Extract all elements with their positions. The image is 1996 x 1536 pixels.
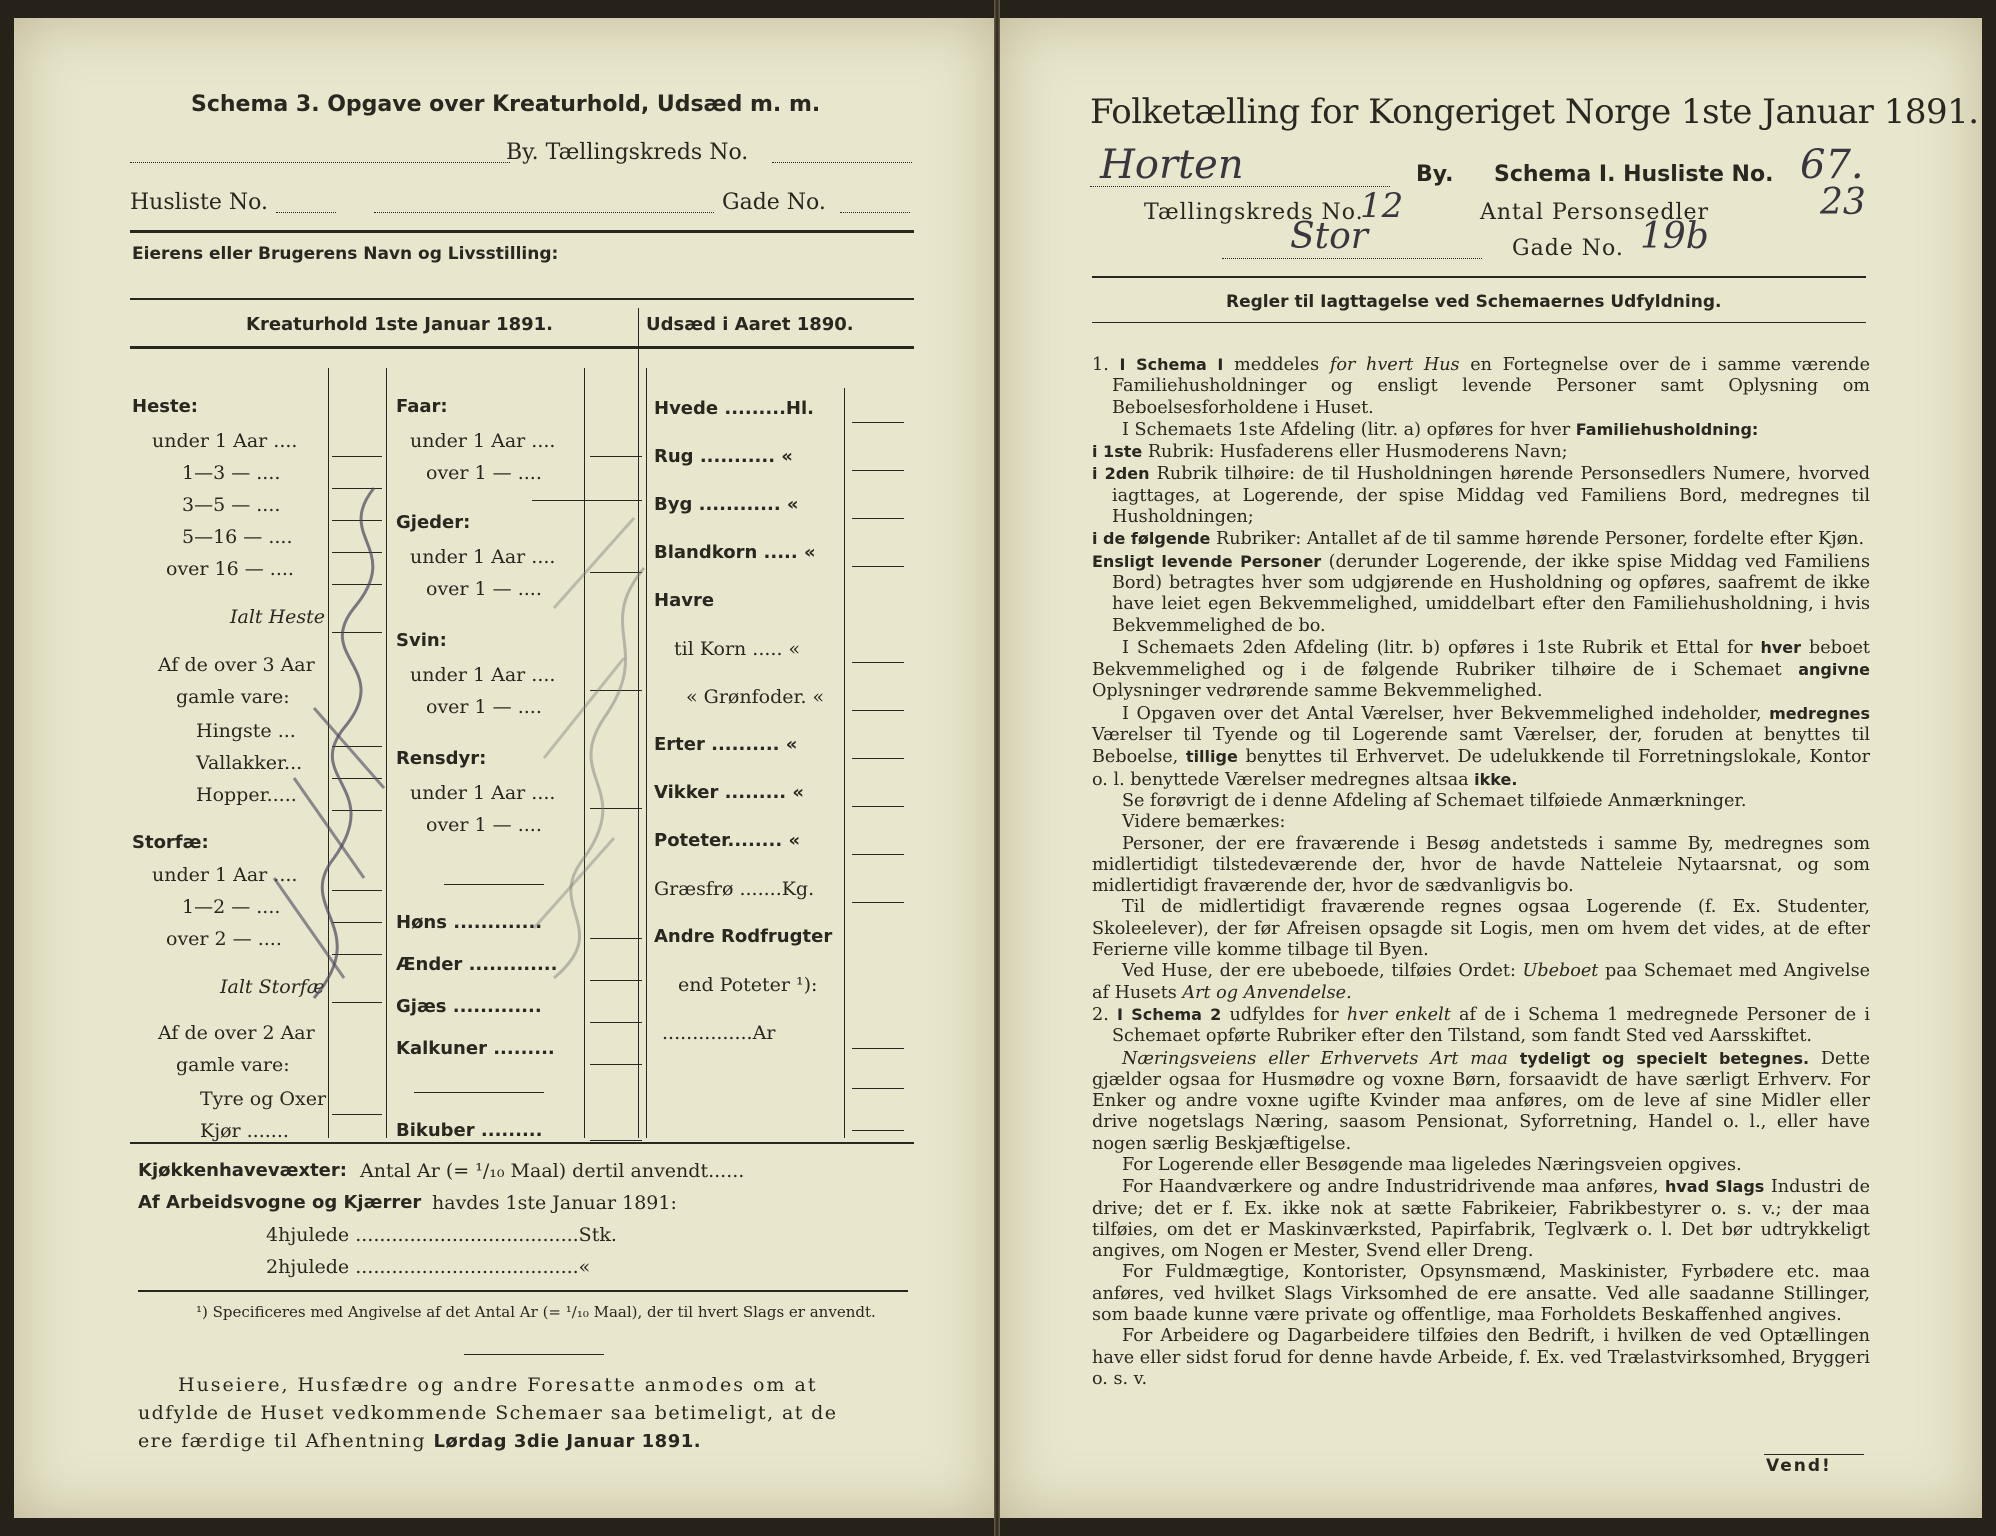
svin-title: Svin: [396, 630, 447, 651]
rule-text: I Schemaets 1ste Afdeling (litr. a) opføres for hver [1122, 419, 1571, 440]
heste-sub-row: Vallakker... [196, 752, 303, 774]
rule-bold: i 2den [1092, 464, 1150, 484]
rule-para [1092, 419, 1870, 441]
entry-line [852, 902, 904, 903]
entry-line [852, 518, 904, 519]
rule-text: beboet Bekvemmelighed og i de følgende Rubriker tilhøire de i Schemaet [1092, 637, 1870, 681]
rule-para [1092, 441, 1870, 463]
personsedler-label: Antal Personsedler [1480, 200, 1710, 225]
header-rule [1092, 276, 1866, 278]
storfae-sub-row: Tyre og Oxer [200, 1088, 327, 1110]
udsaed-heading: Udsæd i Aaret 1890. [646, 314, 854, 335]
faar-title: Faar: [396, 396, 448, 417]
rule-text: I Opgaven over det Antal Værelser, hver Bekvemmelighed indeholder, [1122, 703, 1762, 724]
storfae-row: over 2 — .... [166, 928, 282, 950]
entry-line [852, 566, 904, 567]
storfae-sub-row: Kjør ....... [200, 1120, 289, 1142]
rule-italic: Næringsveiens eller Erhvervets Art maa [1122, 1048, 1508, 1069]
rules-heading: Regler til Iagttagelse ved Schemaernes Udfyldning. [1226, 292, 1722, 312]
rule-text: Værelser til Tyende og til Logerende samt Værelser, der, foruden at benyttes til Beboelse, [1092, 725, 1870, 768]
storfae-title: Storfæ: [132, 832, 209, 853]
handwritten-street: Stor [1290, 216, 1369, 257]
col-line-5 [844, 388, 845, 1138]
gjeder-title: Gjeder: [396, 512, 471, 533]
rule-bold: tillige [1185, 747, 1238, 767]
entry-line [852, 854, 904, 855]
rule-para [1092, 703, 1870, 791]
rule-text: I Schemaets 2den Afdeling (litr. b) opføres i 1ste Rubrik et Ettal for [1122, 637, 1753, 658]
closing-text: ere færdige til Afhentning [138, 1430, 426, 1452]
rensdyr-title: Rensdyr: [396, 748, 487, 769]
storfae-total: Ialt Storfæ [220, 976, 325, 998]
husliste-label: Husliste No. [130, 190, 268, 215]
rule-bold: I Schema I [1119, 355, 1224, 374]
rule-para: Videre bemærkes: [1122, 812, 1286, 833]
left-page-schema-3 [14, 18, 994, 1518]
rensdyr-row: over 1 — .... [426, 814, 542, 836]
rules-text [1092, 354, 1870, 1390]
rule-text: Dette gjælder ogsaa for Husmødre og voxne Børn, forsaavidt de have særligt Erhverv. For Enker og andre voxne ugifte Kvinder maa anføres, om de leve af sine Midler eller drive nogetslags Næring, saasom Pensionat, Syforretning, Handel o. l., eller have nogen særlig Beskjæftigelse. [1092, 1048, 1870, 1154]
entry-line [590, 1140, 642, 1141]
gade-no-dots [840, 212, 910, 213]
vend-rule [1764, 1454, 1864, 1455]
heste-row: under 1 Aar .... [152, 430, 298, 452]
fowl-row: Høns ............. [396, 912, 543, 933]
storfae-sub2: gamle vare: [176, 1054, 290, 1076]
rule-text: Rubriker: Antallet af de til samme hørende Personer, fordelte efter Kjøn. [1215, 529, 1865, 550]
rule-para [1092, 463, 1870, 528]
udsaed-row: Vikker ......... « [654, 782, 805, 803]
rule-bold: hvad Slags [1664, 1177, 1765, 1197]
rule-para [1092, 637, 1870, 703]
entry-line [852, 1088, 904, 1089]
heste-total: Ialt Heste [230, 606, 326, 628]
rule-number: 1. [1092, 355, 1109, 375]
udsaed-row: Andre Rodfrugter [654, 926, 833, 947]
faar-row: over 1 — .... [426, 462, 542, 484]
fowl-row: Kalkuner ......... [396, 1038, 555, 1059]
handwritten-kreds-no: 12 [1360, 186, 1404, 226]
top-rule [130, 230, 914, 233]
vend-label: Vend! [1766, 1456, 1832, 1476]
rule-para: Til de midlertidigt fraværende regnes ogsaa Logerende (f. Ex. Studenter, Skoleelever), der før Afreisen opsagde sit Logis, men om hvem det vides, at de efter Ferierne ville komme tilbage til Byen. [1092, 897, 1870, 961]
rule-text: udfyldes for [1229, 1004, 1339, 1025]
schema-3-title: Schema 3. Opgave over Kreaturhold, Udsæd m. m. [191, 92, 821, 117]
rule-bold: Ensligt levende Personer [1092, 551, 1322, 571]
rule-text: (derunder Logerende, der ikke spise Middag ved Familiens Bord) betragtes hver som udgjørende en Husholdning og opføres, saafremt de ikke have leiet egen Bekvemmelighed, umiddelbart efter den Familiehusholdning, i hvis Bekvemmelighed de bo. [1112, 551, 1871, 636]
rule-text: Industri de drive; det er f. Ex. ikke nok at sætte Fabrikeier, Fabrikbestyrer o. s. v.; der maa tilføies, om det er Maskinværksted, Papirfabrik, Teglværk o. l. Det bør udtrykkeligt angives, om Nogen er Mester, Svend eller Dreng. [1092, 1177, 1871, 1262]
rule-bold: i de følgende [1092, 529, 1211, 549]
rule-bold: hver [1760, 637, 1802, 657]
rule-para: Personer, der ere fraværende i Besøg andetsteds i samme By, medregnes som midlertidigt tilstedeværende der, hvor de havde Natteleie Nytaarsnat, og som midlertidigt fraværende der, hvor de sædvanligvis bo. [1092, 833, 1870, 897]
entry-line [852, 1048, 904, 1049]
heste-row: 5—16 — .... [182, 526, 293, 548]
rule-bold: ikke. [1474, 769, 1518, 789]
closing-line: Huseiere, Husfædre og andre Foresatte anmodes om at [178, 1374, 818, 1396]
rule-para [1092, 961, 1870, 1004]
rule-bold: tydeligt og specielt betegnes. [1519, 1048, 1810, 1068]
heste-row: over 16 — .... [166, 558, 294, 580]
entry-line [332, 456, 382, 457]
rule-text: Rubrik tilhøire: de til Husholdningen hørende Personsedlers Numere, hvorved iagttages, at Logerende, der spise Middag ved Familiens Bord, medregnes til Husholdningen; [1112, 464, 1870, 528]
rule-text: benyttes til Erhvervet. De udelukkende til Forretningslokale, Kontor o. l. benyttede Værelser medregnes altsaa [1092, 747, 1871, 790]
entry-line [852, 470, 904, 471]
heste-sub-row: Hingste ... [196, 720, 296, 742]
handwritten-husliste-no: 67. [1800, 142, 1864, 188]
entry-line [852, 1130, 904, 1131]
entry-line [590, 1064, 642, 1065]
entry-line [852, 758, 904, 759]
rule-para: For Logerende eller Besøgende maa ligeledes Næringsveien opgives. [1122, 1154, 1742, 1175]
closing-line [138, 1430, 701, 1452]
storfae-row: 1—2 — .... [182, 896, 281, 918]
udsaed-row: Blandkorn ..... « [654, 542, 816, 563]
rule-para [1092, 1176, 1870, 1262]
storfae-sub1: Af de over 2 Aar [158, 1022, 315, 1044]
kreds-label: Tællingskreds No. [1144, 200, 1364, 225]
rule-text: af de i Schema 1 medregnede Personer de i Schemaet opførte Rubriker efter den Tilstand, som fandt Sted ved Aarsskiftet. [1112, 1004, 1871, 1047]
rule-bold: medregnes [1769, 703, 1871, 723]
heste-row: 3—5 — .... [182, 494, 281, 516]
udsaed-row: ...............Ar [662, 1022, 776, 1044]
rule-para [1092, 551, 1870, 637]
rule-text: For Haandværkere og andre Industridrivende maa anføres, [1122, 1177, 1659, 1198]
entry-line [852, 806, 904, 807]
rule-italic: Art og Anvendelse. [1182, 982, 1352, 1003]
udsaed-row: end Poteter ¹): [678, 974, 818, 996]
udsaed-row: Havre [654, 590, 715, 611]
rule-number: 2. [1092, 1004, 1109, 1025]
bikuber-row: Bikuber ......... [396, 1120, 543, 1141]
heste-title: Heste: [132, 396, 198, 417]
rensdyr-row: under 1 Aar .... [410, 782, 556, 804]
table-bottom-rule [130, 1142, 914, 1144]
heste-sub1: Af de over 3 Aar [158, 654, 315, 676]
heste-sub-row: Hopper..... [196, 784, 297, 806]
rule-text: meddeles [1234, 355, 1320, 375]
storfae-row: under 1 Aar .... [152, 864, 298, 886]
handwritten-town: Horten [1100, 142, 1244, 188]
gade-label: Gade No. [1512, 236, 1624, 261]
schema-husliste-label: Schema I. Husliste No. [1494, 162, 1774, 187]
udsaed-row: Poteter........ « [654, 830, 801, 851]
entry-line [332, 1114, 382, 1115]
census-title: Folketælling for Kongeriget Norge 1ste Januar 1891. [1090, 92, 1979, 132]
rule-para: For Arbeidere og Dagarbeidere tilføies den Bedrift, i hvilken de ved Optællingen have eller sidst forud for denne havde Arbeide, f. Ex. ved Trælastvirksomhed, Bryggeri o. s. v. [1092, 1326, 1870, 1389]
rule-italic: hver enkelt [1346, 1004, 1451, 1025]
udsaed-row: til Korn ..... « [674, 638, 801, 660]
rule-italic: for hvert Hus [1329, 355, 1460, 375]
fowl-row: Ænder ............. [396, 954, 558, 975]
rule-para [1092, 1004, 1870, 1048]
rule-para [1092, 528, 1870, 550]
closing-date: Lørdag 3die Januar 1891. [433, 1431, 702, 1452]
rule-para [1092, 1048, 1870, 1155]
entry-line [852, 662, 904, 663]
rule-para [1092, 354, 1870, 419]
udsaed-row: Rug ........... « [654, 446, 793, 467]
rule-bold: i 1ste [1092, 442, 1143, 462]
handwritten-gade-no: 19b [1640, 216, 1709, 257]
vogne-text: havdes 1ste Januar 1891: [432, 1192, 677, 1214]
footnote: ¹) Specificeres med Angivelse af det Antal Ar (= ¹/₁₀ Maal), der til hvert Slags er anvendt. [196, 1303, 876, 1321]
owner-rule [130, 298, 914, 300]
heading-rule [130, 346, 914, 349]
heste-sub2: gamle vare: [176, 686, 290, 708]
kreaturhold-heading: Kreaturhold 1ste Januar 1891. [246, 314, 553, 335]
rule-para: For Fuldmægtige, Kontorister, Opsynsmænd, Maskinister, Fyrbødere etc. maa anføres, ved hvilket Slags Virksomhed de ere ansatte. Ved alle saadanne Stillinger, som baade kunne være private og offentlige, maa Forholdets Beskaffenhed angives. [1092, 1262, 1870, 1326]
footnote-rule [138, 1290, 908, 1292]
closing-rule [464, 1354, 604, 1355]
by-dotted-line [130, 162, 510, 163]
rule-bold: Familiehusholdning: [1575, 419, 1759, 439]
by-label: By. [1416, 162, 1454, 187]
kreds-dotted-line [772, 162, 912, 163]
udsaed-row: « Grønfoder. « [686, 686, 825, 708]
by-label: By. Tællingskreds No. [506, 140, 749, 165]
gjeder-row: under 1 Aar .... [410, 546, 556, 568]
svin-row: over 1 — .... [426, 696, 542, 718]
entry-line [590, 456, 642, 457]
fowl-row: Gjæs ............. [396, 996, 542, 1017]
rule-text: Rubrik: Husfaderens eller Husmoderens Navn; [1147, 442, 1568, 463]
heste-row: 1—3 — .... [182, 462, 281, 484]
gade-dots [374, 212, 714, 213]
udsaed-row: Byg ............ « [654, 494, 799, 515]
entry-line [852, 422, 904, 423]
short-rule [414, 1092, 544, 1093]
closing-line: udfylde de Huset vedkommende Schemaer saa betimeligt, at de [138, 1402, 838, 1424]
gade-label: Gade No. [722, 190, 826, 215]
svin-row: under 1 Aar .... [410, 664, 556, 686]
rule-text: paa Schemaet med Angivelse af Husets [1092, 961, 1871, 1003]
rule-bold: angivne [1798, 660, 1871, 680]
kjokken-label: Kjøkkenhavevæxter: [138, 1160, 347, 1181]
faar-row: under 1 Aar .... [410, 430, 556, 452]
rule-text: en Fortegnelse over de i samme værende Familiehusholdninger og ensligt levende Personer samt Oplysning om Beboelsesforholdene i Huset. [1112, 355, 1871, 418]
husliste-dots [276, 212, 336, 213]
udsaed-row: Hvede .........Hl. [654, 398, 814, 419]
kjokken-text: Antal Ar (= ¹/₁₀ Maal) dertil anvendt...... [360, 1160, 745, 1182]
rules-rule [1092, 322, 1866, 323]
right-page-schema-1 [1000, 18, 1982, 1518]
hjul2-row: 2hjulede .....................................« [266, 1256, 591, 1278]
vogne-label: Af Arbeidsvogne og Kjærrer [138, 1192, 422, 1213]
rule-para: Se forøvrigt de i denne Afdeling af Schemaet tilføiede Anmærkninger. [1122, 790, 1747, 811]
rule-italic: Ubeboet [1522, 961, 1599, 982]
hjul4-row: 4hjulede .....................................Stk. [266, 1224, 617, 1246]
handwritten-personsedler: 23 [1820, 182, 1866, 223]
udsaed-row: Erter .......... « [654, 734, 798, 755]
rule-text: Ved Huse, der ere ubeboede, tilføies Ordet: [1122, 961, 1516, 982]
pencil-scribble [254, 458, 674, 1058]
rule-bold: I Schema 2 [1117, 1004, 1222, 1024]
entry-line [852, 710, 904, 711]
rule-text: Oplysninger vedrørende samme Bekvemmelighed. [1092, 681, 1543, 702]
gjeder-row: over 1 — .... [426, 578, 542, 600]
owner-label: Eierens eller Brugerens Navn og Livsstilling: [132, 244, 559, 264]
street-dots [1222, 258, 1482, 259]
udsaed-row: Græsfrø .......Kg. [654, 878, 815, 900]
